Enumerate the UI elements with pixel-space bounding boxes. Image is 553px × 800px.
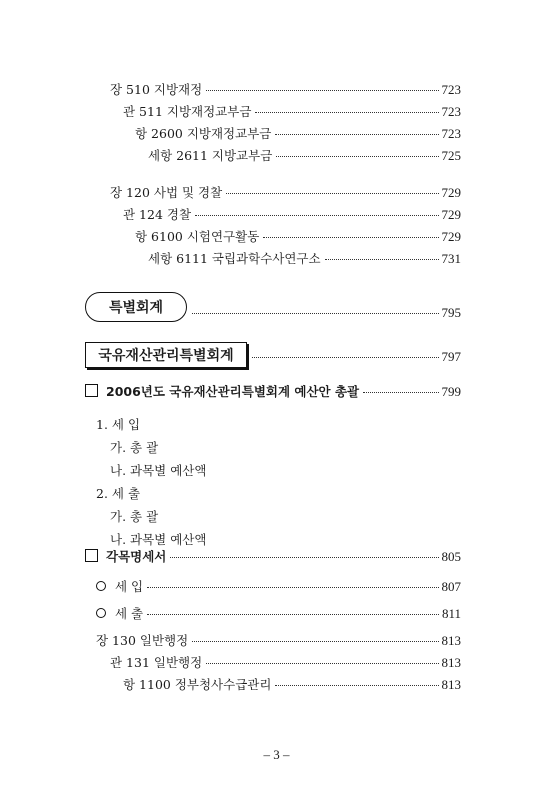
summary-label: 2006년도 국유재산관리특별회계 예산안 총괄 <box>106 384 360 399</box>
revenue-label: 세 입 <box>115 579 144 594</box>
summary-item[interactable]: 가. 총 괄 <box>110 440 159 455</box>
toc-entry-page: 723 <box>441 126 461 141</box>
toc-entry-label: 관 511 지방재정교부금 <box>123 104 252 119</box>
dot-leader <box>206 662 438 664</box>
dot-leader <box>275 133 438 135</box>
dot-leader <box>275 684 438 686</box>
summary-item[interactable]: 나. 과목별 예산액 <box>110 532 207 547</box>
toc-entry-label: 관 131 일반행정 <box>110 655 203 670</box>
toc-entry[interactable] <box>148 249 461 267</box>
summary-item[interactable]: 나. 과목별 예산액 <box>110 463 207 478</box>
national-property-heading[interactable] <box>85 342 247 368</box>
statements-page: 805 <box>441 549 461 564</box>
dot-leader <box>226 192 438 194</box>
statements-label: 각목명세서 <box>106 549 167 564</box>
toc-entry[interactable] <box>148 146 461 164</box>
toc-entry-page: 813 <box>441 677 461 692</box>
revenue-entry[interactable] <box>96 577 461 595</box>
toc-entry-label: 항 1100 정부청사수급관리 <box>123 677 272 692</box>
toc-entry-page: 723 <box>441 82 461 97</box>
toc-entry-label: 세항 2611 지방교부금 <box>148 148 273 163</box>
toc-entry-page: 729 <box>441 229 461 244</box>
statements-entry[interactable] <box>85 547 461 565</box>
toc-entry-label: 세항 6111 국립과학수사연구소 <box>148 251 321 266</box>
summary-item[interactable]: 2. 세 출 <box>96 486 141 501</box>
summary-page: 799 <box>441 384 461 399</box>
national-property-entry[interactable] <box>252 349 461 365</box>
toc-entry-label: 장 130 일반행정 <box>96 633 189 648</box>
toc-entry-label: 장 120 사법 및 경찰 <box>110 185 223 200</box>
dot-leader <box>195 214 438 216</box>
toc-entry[interactable] <box>110 183 461 201</box>
dot-leader <box>363 391 438 393</box>
toc-entry[interactable] <box>135 124 461 142</box>
toc-entry-page: 725 <box>441 148 461 163</box>
toc-entry-page: 723 <box>441 104 461 119</box>
expenditure-entry[interactable] <box>96 604 461 622</box>
checkbox-icon <box>85 549 98 562</box>
expenditure-page: 811 <box>441 606 461 621</box>
dot-leader <box>325 258 439 260</box>
special-account-page: 795 <box>441 305 461 320</box>
toc-entry-label: 항 6100 시험연구활동 <box>135 229 260 244</box>
dot-leader <box>192 640 438 642</box>
page-number: – 3 – <box>263 747 290 762</box>
toc-entry-label: 장 510 지방재정 <box>110 82 203 97</box>
special-account-heading[interactable] <box>85 292 187 322</box>
national-property-label: 국유재산관리특별회계 <box>98 348 234 364</box>
toc-entry-page: 731 <box>441 251 461 266</box>
toc-entry[interactable] <box>123 675 461 693</box>
toc-entry[interactable] <box>123 205 461 223</box>
toc-entry[interactable] <box>96 631 461 649</box>
dot-leader <box>206 89 438 91</box>
dot-leader <box>147 613 439 615</box>
toc-entry-page: 729 <box>441 185 461 200</box>
toc-entry-page: 813 <box>441 633 461 648</box>
expenditure-label: 세 출 <box>115 606 144 621</box>
summary-item[interactable]: 1. 세 입 <box>96 417 141 432</box>
dot-leader <box>276 155 438 157</box>
circle-bullet-icon <box>96 608 106 618</box>
dot-leader <box>170 556 438 558</box>
circle-bullet-icon <box>96 581 106 591</box>
toc-entry-label: 관 124 경찰 <box>123 207 192 222</box>
national-property-page: 797 <box>441 349 461 364</box>
checkbox-icon <box>85 384 98 397</box>
toc-entry[interactable] <box>135 227 461 245</box>
summary-entry[interactable] <box>85 382 461 400</box>
toc-entry-page: 729 <box>441 207 461 222</box>
dot-leader <box>255 111 438 113</box>
toc-entry[interactable] <box>110 80 461 98</box>
toc-entry-label: 항 2600 지방재정교부금 <box>135 126 272 141</box>
revenue-page: 807 <box>441 579 461 594</box>
dot-leader <box>147 586 438 588</box>
special-account-entry[interactable] <box>192 305 461 321</box>
dot-leader <box>252 356 439 358</box>
toc-entry[interactable] <box>110 653 461 671</box>
toc-entry-page: 813 <box>441 655 461 670</box>
special-account-label: 특별회계 <box>108 300 164 316</box>
toc-entry[interactable] <box>123 102 461 120</box>
dot-leader <box>192 312 439 314</box>
dot-leader <box>263 236 438 238</box>
summary-item[interactable]: 가. 총 괄 <box>110 509 159 524</box>
